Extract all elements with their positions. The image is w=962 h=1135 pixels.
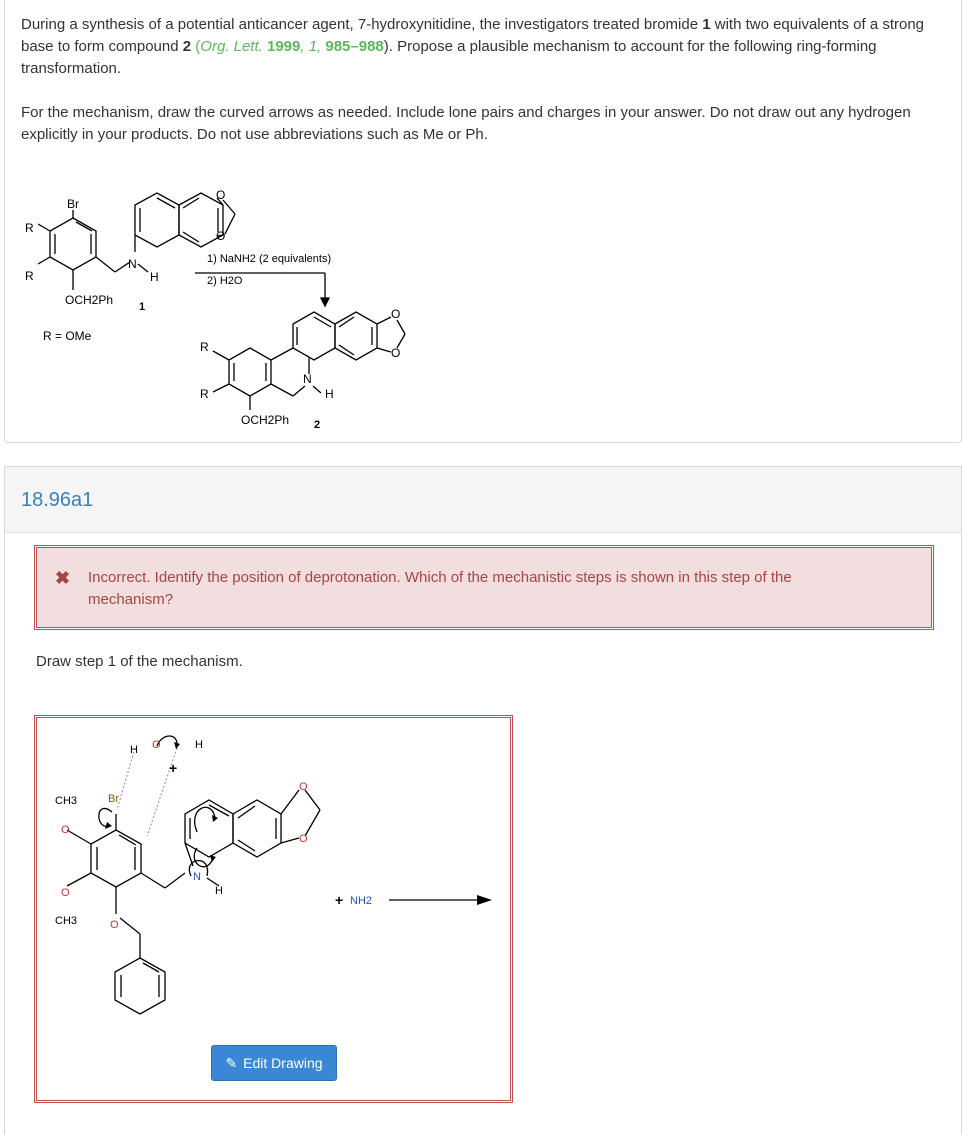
svg-text:Br: Br	[67, 197, 79, 211]
svg-text:H: H	[215, 885, 223, 897]
draw-instruction: Draw step 1 of the mechanism.	[36, 653, 243, 670]
instructions-text: For the mechanism, draw the curved arrows as needed. Include lone pairs and charges in your answer. Do not draw out any hydrogen explicitly in your products. Do not use abbreviations such as Me or Ph.	[21, 104, 911, 143]
svg-text:NH2: NH2	[350, 895, 373, 907]
svg-text:H: H	[325, 387, 334, 401]
svg-text:R = OMe: R = OMe	[43, 329, 92, 343]
edit-drawing-button[interactable]	[211, 1045, 337, 1081]
svg-text:+: +	[335, 892, 344, 908]
svg-text:Br: Br	[108, 793, 119, 805]
edit-drawing-label: Edit Drawing	[243, 1055, 323, 1071]
svg-text:H: H	[150, 270, 159, 284]
svg-text:OCH2Ph: OCH2Ph	[241, 413, 290, 427]
svg-text:N: N	[193, 871, 201, 883]
svg-text:O: O	[391, 307, 401, 321]
svg-text:1: 1	[139, 301, 146, 313]
svg-text:O: O	[110, 919, 119, 931]
answer-panel	[4, 466, 962, 1135]
svg-text:H: H	[130, 744, 138, 756]
journal-link[interactable]: Org. Lett.	[200, 38, 263, 55]
svg-text:R: R	[25, 221, 34, 235]
mechanism-drawing	[37, 718, 510, 1100]
svg-text:O: O	[299, 833, 308, 845]
question-number: 18.96a1	[21, 489, 94, 511]
svg-text:O: O	[61, 887, 70, 899]
svg-text:+: +	[169, 760, 178, 776]
svg-text:N: N	[303, 372, 312, 386]
svg-text:O: O	[299, 781, 308, 793]
svg-text:O: O	[216, 188, 226, 202]
question-panel	[4, 0, 962, 443]
svg-text:R: R	[200, 387, 209, 401]
feedback-box	[36, 547, 932, 628]
svg-text:2) H2O: 2) H2O	[207, 275, 243, 287]
drawing-canvas[interactable]	[36, 717, 511, 1101]
question-text: During a synthesis of a potential anticancer agent, 7-hydroxynitidine, the investigators treated bromide 1 with two equivalents of a strong base to form compound 2 (Org. Lett. 1999, 1, 985–988). Propose a plausible mechanism to account for the following ring-forming transformation.	[21, 16, 925, 77]
reaction-scheme	[5, 180, 445, 440]
feedback-text: Incorrect. Identify the position of deprotonation. Which of the mechanistic steps is shown in this step of the mechanism?	[88, 569, 792, 608]
svg-text:O: O	[391, 346, 401, 360]
svg-text:H: H	[195, 739, 203, 751]
answer-header	[5, 467, 961, 533]
svg-text:2: 2	[314, 419, 321, 431]
svg-text:1) NaNH2 (2 equivalents): 1) NaNH2 (2 equivalents)	[207, 253, 332, 265]
svg-text:O: O	[152, 739, 161, 751]
svg-text:N: N	[128, 257, 137, 271]
svg-text:R: R	[25, 269, 34, 283]
svg-text:O: O	[61, 824, 70, 836]
svg-text:CH3: CH3	[55, 915, 78, 927]
svg-text:R: R	[200, 340, 209, 354]
svg-text:OCH2Ph: OCH2Ph	[65, 293, 114, 307]
error-x-icon: ✖	[55, 568, 71, 588]
svg-text:CH3: CH3	[55, 795, 78, 807]
pencil-icon: ✎	[225, 1054, 238, 1071]
svg-text:O: O	[216, 229, 226, 243]
